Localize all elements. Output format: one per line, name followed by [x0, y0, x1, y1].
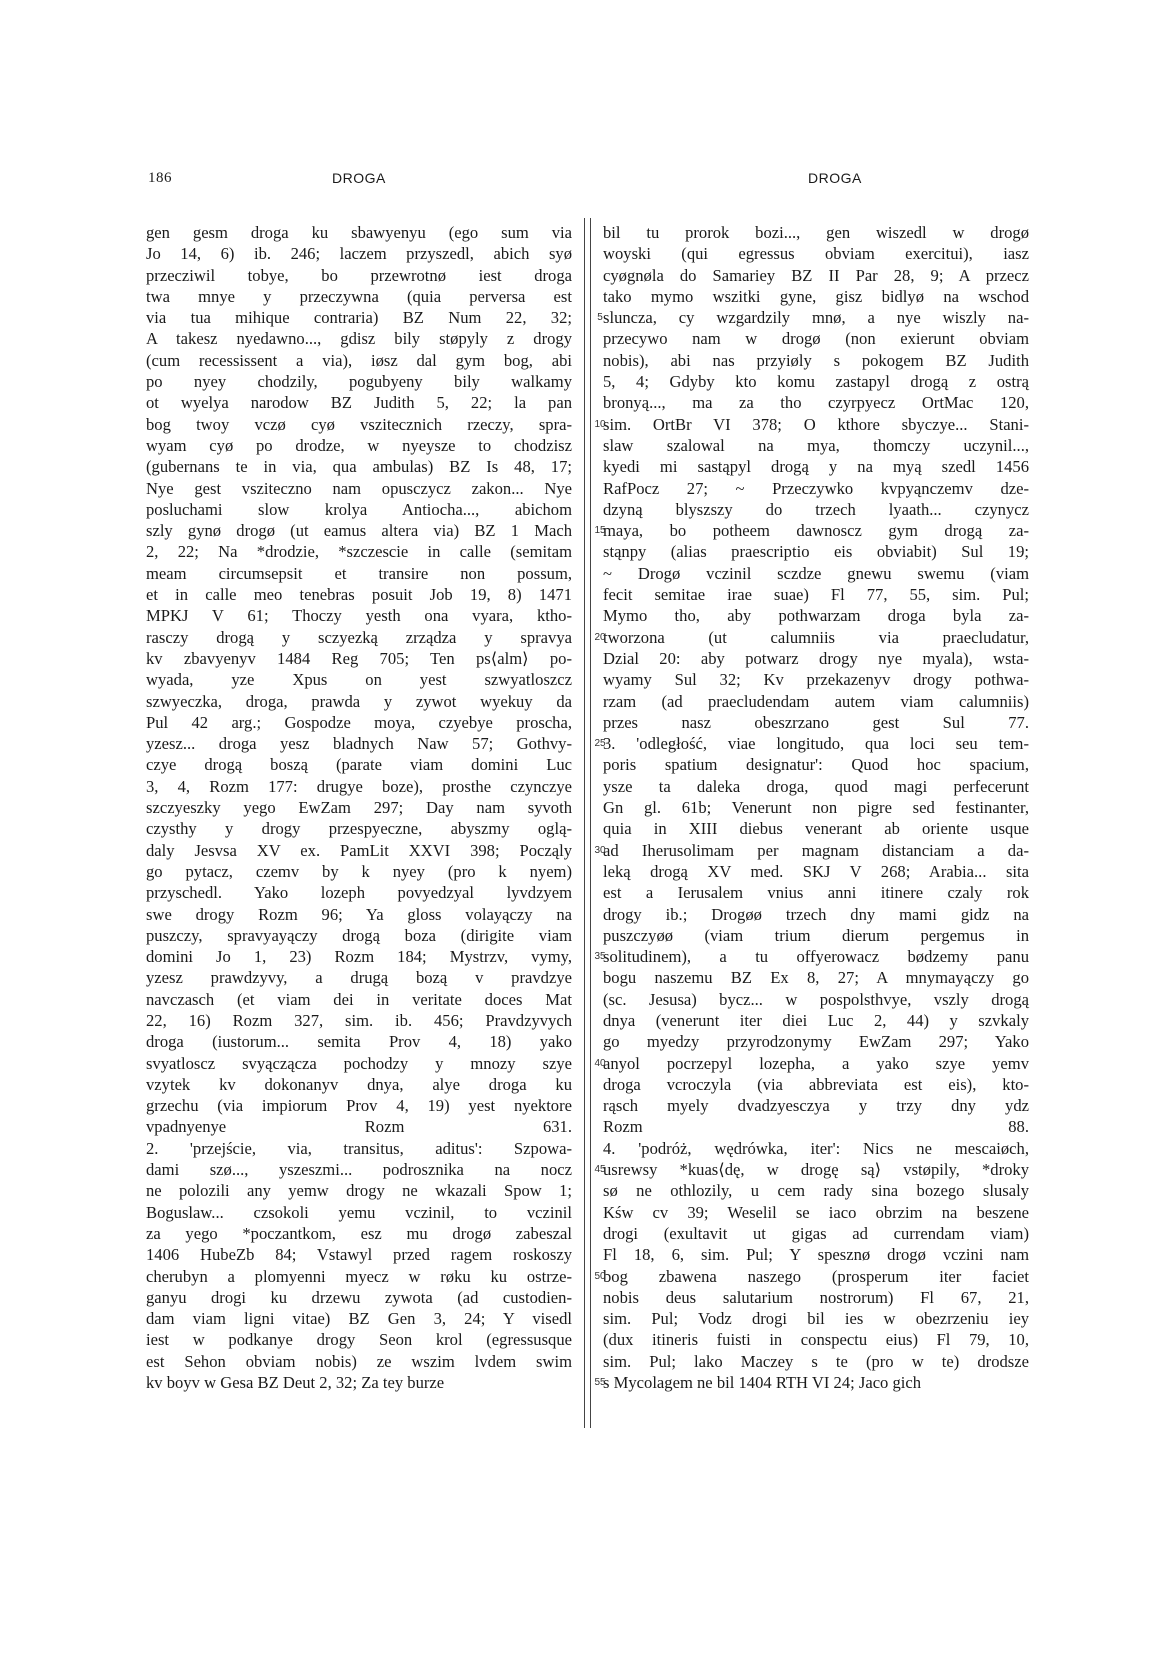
text-line: wyamy Sul 32; Kv przekazenyv drogy pothwa-	[603, 670, 1029, 690]
text-line: bog zbawena naszego (prosperum iter faciet	[603, 1266, 1029, 1286]
text-line: leką drogą XV med. SKJ V 268; Arabia... sita	[603, 861, 1029, 881]
right-text-column	[603, 222, 1029, 1393]
text-line: cyøgnøla do Samariey BZ II Par 28, 9; A przecz	[603, 265, 1029, 285]
text-line: s Mycolagem ne bil 1404 RTH VI 24; Jaco gich	[603, 1373, 922, 1393]
text-line: grzechu (via impiorum Prov 4, 19) yest nyektore	[146, 1096, 572, 1116]
running-head-right: DROGA	[808, 170, 862, 186]
line-number: 25	[594, 738, 606, 750]
text-line: szwyeczka, droga, prawda y zywot wyekuy da	[146, 691, 572, 711]
text-line: nobis deus salutarium nostrorum) Fl 67, 21,	[603, 1287, 1029, 1307]
text-line: drogi (exultavit ut gigas ad currendam viam)	[603, 1223, 1029, 1243]
text-line: est Sehon obviam nobis) ze wszim lvdem swim	[146, 1351, 572, 1371]
text-line: swe drogy Rozm 96; Ya gloss volayączy na	[146, 904, 572, 924]
text-line: twa mnye y przeczywna (quia perversa est	[146, 286, 572, 306]
text-line: wyam cyø po drodze, w nyeysze to chodzisz	[146, 435, 572, 455]
text-line: czysthy y drogy przespyeczne, abyszmy oglą-	[146, 819, 572, 839]
text-line: go pytacz, czemv by k nyey (pro k nyem)	[146, 861, 572, 881]
text-line: est a Ierusalem vnius anni itinere czaly rok	[603, 883, 1029, 903]
text-line: przyschedl. Yako lozeph povyedzyal lyvdzyem	[146, 883, 572, 903]
column-rule-left	[584, 218, 585, 1428]
text-line: droga vcroczyla (via abbreviata est eis), kto-	[603, 1074, 1029, 1094]
text-line: puszczy, spravyayączy drogą boza (dirigite viam	[146, 925, 572, 945]
text-line: ganyu drogi ku drzewu zywota (ad custodien-	[146, 1287, 572, 1307]
text-line: yzesz prawdzyvy, a drugą bozą v pravdzye	[146, 968, 572, 988]
text-line: poris spatium designatur': Quod hoc spacium,	[603, 755, 1029, 775]
text-line: dnya (venerunt iter diei Luc 2, 44) y szvkaly	[603, 1010, 1029, 1030]
text-line: usrewsy *kuas⟨dę, w drogę są⟩ vstøpily, *droky	[603, 1160, 1029, 1180]
running-head-left: DROGA	[332, 170, 386, 186]
text-line: Jo 14, 6) ib. 246; laczem przyszedl, abich syø	[146, 244, 572, 264]
text-line: maya, bo potheem dawnoscz gym drogą za-	[603, 521, 1029, 541]
text-line: fecit semitae irae suae) Fl 77, 55, sim. Pul;	[603, 585, 1029, 605]
text-line: posluchami slow krolya Antiocha..., abichom	[146, 499, 572, 519]
text-line: bogu naszemu BZ Ex 8, 27; A mnymayączy go	[603, 968, 1029, 988]
text-line: ne polozili any yemw drogy ne wkazali Spow 1;	[146, 1181, 572, 1201]
text-line: vpadnyenye Rozm 631.	[146, 1117, 572, 1137]
text-line: sim. OrtBr VI 378; O kthore sbyczye... Stani-	[603, 414, 1029, 434]
text-line: kyedi mi sastąpyl drogą y na myą szedl 1456	[603, 457, 1029, 477]
line-number: 15	[594, 525, 606, 537]
text-line: ~ Drogø vczinil sczdze gnewu swemu (viam	[603, 563, 1029, 583]
text-line: (gubernans te in via, qua ambulas) BZ Is 48, 17;	[146, 457, 572, 477]
text-line: ot wyelya narodow BZ Judith 5, 22; la pan	[146, 393, 572, 413]
text-line: A takesz nyedawno..., gdisz bily støpyly z drogy	[146, 329, 572, 349]
text-line: 2, 22; Na *drodzie, *szczescie in calle (semitam	[146, 542, 572, 562]
text-line: daly Jesvsa XV ex. PamLit XXVI 398; Począly	[146, 840, 572, 860]
text-line: 2. 'przejście, via, transitus, aditus': Szpowa-	[146, 1138, 572, 1158]
text-line: Fl 18, 6, sim. Pul; Y spesznø drogø vczini nam	[603, 1245, 1029, 1265]
text-line: rzam (ad praecludendam autem viam calumniis)	[603, 691, 1029, 711]
text-line: Rozm 88.	[603, 1117, 1029, 1137]
text-line: tako mymo wszitki gyne, gisz bidlyø na wschod	[603, 286, 1029, 306]
text-line: sim. Pul; lako Maczey s te (pro w te) drodsze	[603, 1351, 1029, 1371]
text-line: (sc. Jesusa) bycz... w pospolsthvye, vszly drogą	[603, 989, 1029, 1009]
text-line: 4. 'podróż, wędrówka, iter': Nics ne mescaiøch,	[603, 1138, 1029, 1158]
text-line: domini Jo 1, 23) Rozm 184; Mystrzv, vymy,	[146, 947, 572, 967]
text-line: navczasch (et viam dei in veritate doces Mat	[146, 989, 572, 1009]
page-number: 186	[148, 170, 172, 186]
text-line: rąsch myely dvadzyesczya y trzy dny ydz	[603, 1096, 1029, 1116]
text-line: nobis), abi nas przyiøly s pokogem BZ Judith	[603, 350, 1029, 370]
text-line: MPKJ V 61; Thoczy yesth ona vyara, ktho-	[146, 606, 572, 626]
text-line: stąnpy (alias praescriptio eis obviabit) Sul 19;	[603, 542, 1029, 562]
text-line: Boguslaw... czsokoli yemu vczinil, to vczinil	[146, 1202, 572, 1222]
text-line: RafPocz 27; ~ Przeczywko kvpyąnczemv dze-	[603, 478, 1029, 498]
text-line: Kśw cv 39; Weselil se iaco obrzim na beszene	[603, 1202, 1029, 1222]
text-line: ad Iherusolimam per magnam distanciam a da-	[603, 840, 1029, 860]
text-line: yzesz... droga yesz bladnych Naw 57; Gothvy-	[146, 734, 572, 754]
text-line: tworzona (ut calumniis via praecludatur,	[603, 627, 1029, 647]
text-line: drogy ib.; Drogøø trzech dny mami gidz na	[603, 904, 1029, 924]
text-line: et in calle meo tenebras posuit Job 19, 8) 1471	[146, 585, 572, 605]
text-line: 3. 'odległość, viae longitudo, qua loci seu tem-	[603, 734, 1029, 754]
text-line: szly gynø drogø (ut eamus altera via) BZ 1 Mach	[146, 521, 572, 541]
text-line: czye drogą boszą (parate viam domini Luc	[146, 755, 572, 775]
line-number: 10	[594, 418, 606, 430]
text-line: przecziwil tobye, bo przewrotnø iest droga	[146, 265, 572, 285]
text-line: 1406 HubeZb 84; Vstawyl przed ragem roskoszy	[146, 1245, 572, 1265]
text-line: gen gesm droga ku sbawyenyu (ego sum via	[146, 223, 572, 242]
text-line: via tua mihique contraria) BZ Num 22, 32;	[146, 308, 572, 328]
text-line: bronyą..., ma za tho czyrpyecz OrtMac 120,	[603, 393, 1029, 413]
text-line: slaw szalowal na mya, thomczy uczynil...,	[603, 435, 1029, 455]
line-number: 40	[594, 1057, 606, 1069]
text-line: vzytek kv dokonanyv dnya, alye droga ku	[146, 1074, 572, 1094]
text-line: rasczy drogą y sczyezką zrządza y spravya	[146, 627, 572, 647]
text-line: przecywo nam w drogø (non exierunt obviam	[603, 329, 1029, 349]
line-number: 45	[594, 1164, 606, 1176]
text-line: svyatloscz svyączącza pochodzy y mnozy szye	[146, 1053, 572, 1073]
text-line: go myedzy przyrodzonymy EwZam 297; Yako	[603, 1032, 1029, 1052]
text-line: (cum recessissent a via), iøsz dal gym bog, abi	[146, 350, 572, 370]
text-line: kv boyv w Gesa BZ Deut 2, 32; Za tey burze	[146, 1373, 445, 1393]
text-line: Gn gl. 61b; Venerunt non pigre sed festinanter,	[603, 798, 1029, 818]
text-line: (dux itineris fuisti in conspectu eius) Fl 79, 10,	[603, 1330, 1029, 1350]
text-line: woyski (qui egressus obviam exercitui), iasz	[603, 244, 1029, 264]
text-line: sø ne othlozily, u cem rady sina bozego slusaly	[603, 1181, 1029, 1201]
text-line: Pul 42 arg.; Gospodze moya, czyebye proscha,	[146, 712, 572, 732]
text-line: sluncza, cy wzgardzily mnø, a nye wiszly na-	[603, 308, 1029, 328]
text-line: bil tu prorok bozi..., gen wiszedl w drogø	[603, 223, 1029, 242]
line-number: 50	[594, 1270, 606, 1282]
text-line: droga (iustorum... semita Prov 4, 18) yako	[146, 1032, 572, 1052]
text-line: kv zbavyenyv 1484 Reg 705; Ten ps⟨alm⟩ po-	[146, 648, 572, 668]
text-line: dami szø..., yszeszmi... podrosznika na nocz	[146, 1160, 572, 1180]
text-line: Dzial 20: aby potwarz drogy nye myala), wsta-	[603, 648, 1029, 668]
text-line: 5, 4; Gdyby kto komu zastapyl drogą z ostrą	[603, 372, 1029, 392]
text-line: sim. Pul; Vodz drogi bil ies w obezrzeniu iey	[603, 1309, 1029, 1329]
text-line: iest w podkanye drogy Seon krol (egressusque	[146, 1330, 572, 1350]
line-number: 20	[594, 631, 606, 643]
text-line: anyol pocrzepyl lozepha, a yako szye yemv	[603, 1053, 1029, 1073]
line-number: 5	[597, 312, 603, 324]
text-line: Mymo tho, aby pothwarzam droga byla za-	[603, 606, 1029, 626]
text-line: szczyeszky yego EwZam 297; Day nam syvoth	[146, 798, 572, 818]
text-line: puszczyøø (viam trium dierum pergemus in	[603, 925, 1029, 945]
line-number: 30	[594, 844, 606, 856]
text-line: meam circumsepsit et transire non possum,	[146, 563, 572, 583]
text-line: dzyną blyszszy do trzech lyaath... czynycz	[603, 499, 1029, 519]
text-line: quia in XIII diebus venerant ab oriente usque	[603, 819, 1029, 839]
text-line: bog twoy vczø cyø vszitecznich rzeczy, spra-	[146, 414, 572, 434]
text-line: 3, 4, Rozm 177: drugye boze), prosthe czynczye	[146, 776, 572, 796]
text-line: wyada, yze Xpus on yest szwyatloszcz	[146, 670, 572, 690]
left-text-column	[146, 222, 572, 1393]
text-line: po nyey chodzily, pogubyeny bily walkamy	[146, 372, 572, 392]
column-rule-right	[590, 218, 591, 1428]
text-line: 22, 16) Rozm 327, sim. ib. 456; Pravdzyvych	[146, 1010, 572, 1030]
line-number: 55	[594, 1377, 606, 1389]
text-line: ysze ta daleka droga, quod magi perfecerunt	[603, 776, 1029, 796]
text-line: za yego *poczantkom, esz mu drogø zabeszal	[146, 1223, 572, 1243]
text-line: Nye gest vsziteczno nam opusczycz zakon... Nye	[146, 478, 572, 498]
text-line: cherubyn a plomyenni myecz w røku ku ostrze-	[146, 1266, 572, 1286]
text-line: dam viam ligni vitae) BZ Gen 3, 24; Y visedl	[146, 1309, 572, 1329]
text-line: przes nasz obeszrzano gest Sul 77.	[603, 712, 1029, 732]
text-line: solitudinem), a tu offyerowacz bødzemy panu	[603, 947, 1029, 967]
line-number: 35	[594, 951, 606, 963]
